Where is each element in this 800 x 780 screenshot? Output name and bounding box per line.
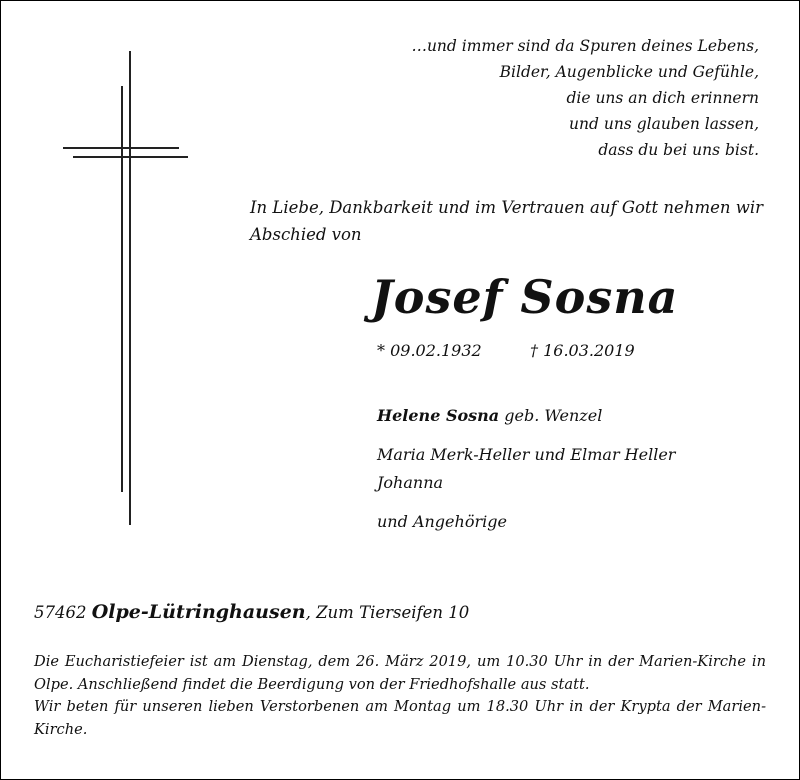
poem-line-2: Bilder, Augenblicke und Gefühle, [499, 63, 759, 81]
mourner-relatives: und Angehörige [377, 512, 507, 531]
poem-line-3: die uns an dich erinnern [566, 89, 759, 107]
service-paragraph-2: Wir beten für unseren lieben Verstorbenen am Montag um 18.30 Uhr in der Krypta der Marien-Kirche. [34, 698, 766, 738]
intro-text: In Liebe, Dankbarkeit und im Vertrauen auf Gott nehmen wir Abschied von [250, 198, 764, 244]
death-date: † 16.03.2019 [530, 341, 635, 360]
address-postcode: 57462 [34, 603, 87, 622]
service-information [34, 651, 766, 741]
wife-name: Helene Sosna [377, 406, 500, 425]
birth-date: * 09.02.1932 [377, 341, 482, 360]
wife-maiden-name: geb. Wenzel [499, 406, 603, 425]
mourner-grandchild: Johanna [377, 473, 444, 492]
poem-verse [411, 33, 759, 163]
address-line [34, 598, 469, 627]
deceased-name: Josef Sosna [371, 270, 679, 324]
cross-horizontal-top [63, 147, 179, 149]
poem-line-5: dass du bei uns bist. [598, 141, 759, 159]
mourner-couple: Maria Merk-Heller und Elmar Heller [377, 445, 676, 464]
address-city: Olpe-Lütringhausen [91, 601, 306, 623]
poem-line-1: …und immer sind da Spuren deines Lebens, [411, 37, 759, 55]
service-paragraph-1: Die Eucharistiefeier ist am Dienstag, dem 26. März 2019, um 10.30 Uhr in der Marien-Kirche in Olpe. Anschließend findet die Beerdigung von der Friedhofshalle aus statt. [34, 653, 766, 693]
poem-line-4: und uns glauben lassen, [569, 115, 759, 133]
address-street: , Zum Tierseifen 10 [305, 603, 470, 622]
mourner-wife [377, 402, 602, 430]
cross-horizontal-bottom [73, 156, 188, 158]
cross-vertical-long [129, 51, 131, 525]
life-dates [377, 340, 635, 362]
